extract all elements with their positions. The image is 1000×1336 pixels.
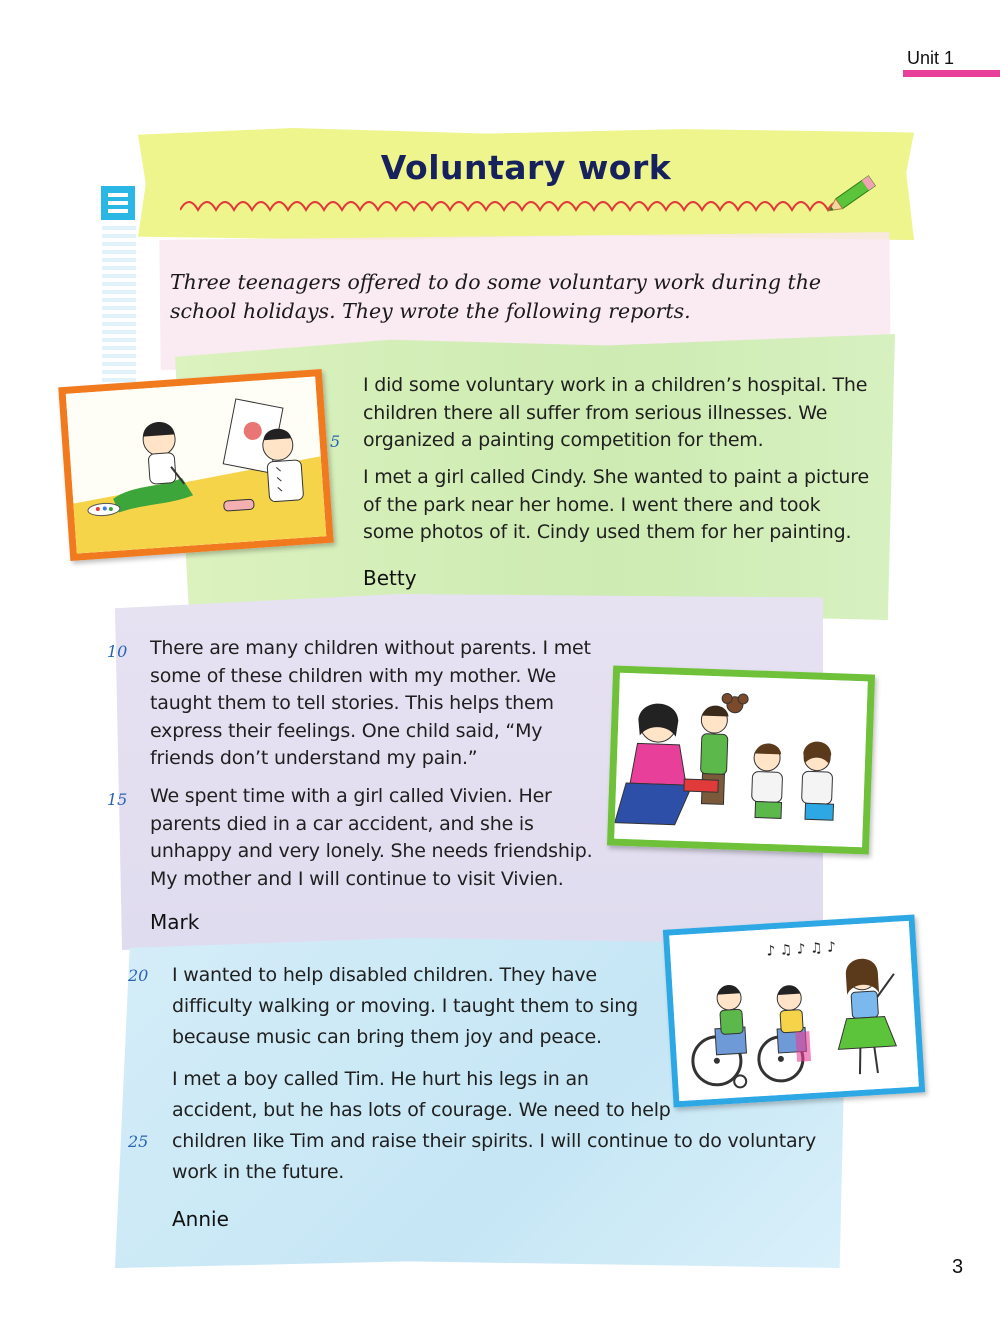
text-line: I did some voluntary work in a children’s hospital. The	[363, 374, 868, 396]
text-line: There are many children without parents. I met	[150, 637, 591, 659]
text-line: I met a boy called Tim. He hurt his legs in an	[172, 1068, 589, 1090]
line-number: 25	[128, 1132, 149, 1151]
text-line: I met a girl called Cindy. She wanted to paint a picture	[363, 466, 869, 488]
text-line: work in the future.	[172, 1161, 345, 1183]
text-line: some photos of it. Cindy used them for her painting.	[363, 521, 852, 543]
unit-label: Unit 1	[906, 48, 954, 68]
text-line: because music can bring them joy and peace.	[172, 1026, 602, 1048]
text-line: express their feelings. One child said, “My	[150, 719, 543, 742]
line-number: 5	[330, 432, 341, 451]
author-mark: Mark	[150, 910, 200, 934]
mark-paragraph-1	[150, 635, 620, 773]
betty-paragraph-1	[363, 372, 893, 455]
page-title: Voluntary work	[380, 148, 672, 187]
singing-illustration	[663, 914, 925, 1107]
hospital-painting-illustration	[58, 369, 333, 561]
text-line: unhappy and very lonely. She needs friendship.	[150, 840, 593, 862]
scallop-underline	[180, 196, 840, 218]
side-tab-icon	[101, 186, 135, 220]
text-line: taught them to tell stories. This helps them	[150, 692, 554, 714]
text-line: I wanted to help disabled children. They have	[172, 964, 597, 986]
betty-paragraph-2	[363, 464, 893, 547]
text-line: difficulty walking or moving. I taught them to sing	[172, 995, 638, 1017]
unit-accent-bar	[903, 70, 1000, 77]
text-line: organized a painting competition for them.	[363, 429, 764, 451]
page-number: 3	[952, 1256, 964, 1278]
puppet-scene-image	[614, 673, 868, 848]
text-line: children like Tim and raise their spirits. I will continue to do voluntary	[172, 1130, 817, 1152]
svg-text:♪ ♫ ♪ ♫ ♪: ♪ ♫ ♪ ♫ ♪	[765, 939, 837, 960]
text-line: accident, but he has lots of courage. We need to help	[172, 1099, 671, 1121]
mark-paragraph-2	[150, 783, 620, 893]
line-number: 20	[128, 966, 149, 985]
text-line: children there all suffer from serious illnesses. We	[363, 401, 828, 424]
text-line: parents died in a car accident, and she is	[150, 812, 534, 835]
painting-scene-image	[66, 376, 327, 553]
text-line: some of these children with my mother. We	[150, 664, 556, 687]
line-number: 10	[107, 642, 128, 661]
music-scene-image	[669, 921, 919, 1101]
text-line: of the park near her home. I went there and took	[363, 493, 821, 516]
storytelling-illustration	[607, 665, 875, 854]
text-line: friends don’t understand my pain.”	[150, 747, 478, 769]
pencil-icon	[822, 168, 884, 220]
text-line: My mother and I will continue to visit Vivien.	[150, 867, 564, 890]
author-betty: Betty	[363, 566, 417, 590]
line-number: 15	[107, 790, 128, 809]
text-line: We spent time with a girl called Vivien. Her	[150, 785, 552, 807]
author-annie: Annie	[172, 1207, 229, 1231]
intro-text: Three teenagers offered to do some voluntary work during the school holidays. They wrote the following reports.	[170, 270, 822, 323]
